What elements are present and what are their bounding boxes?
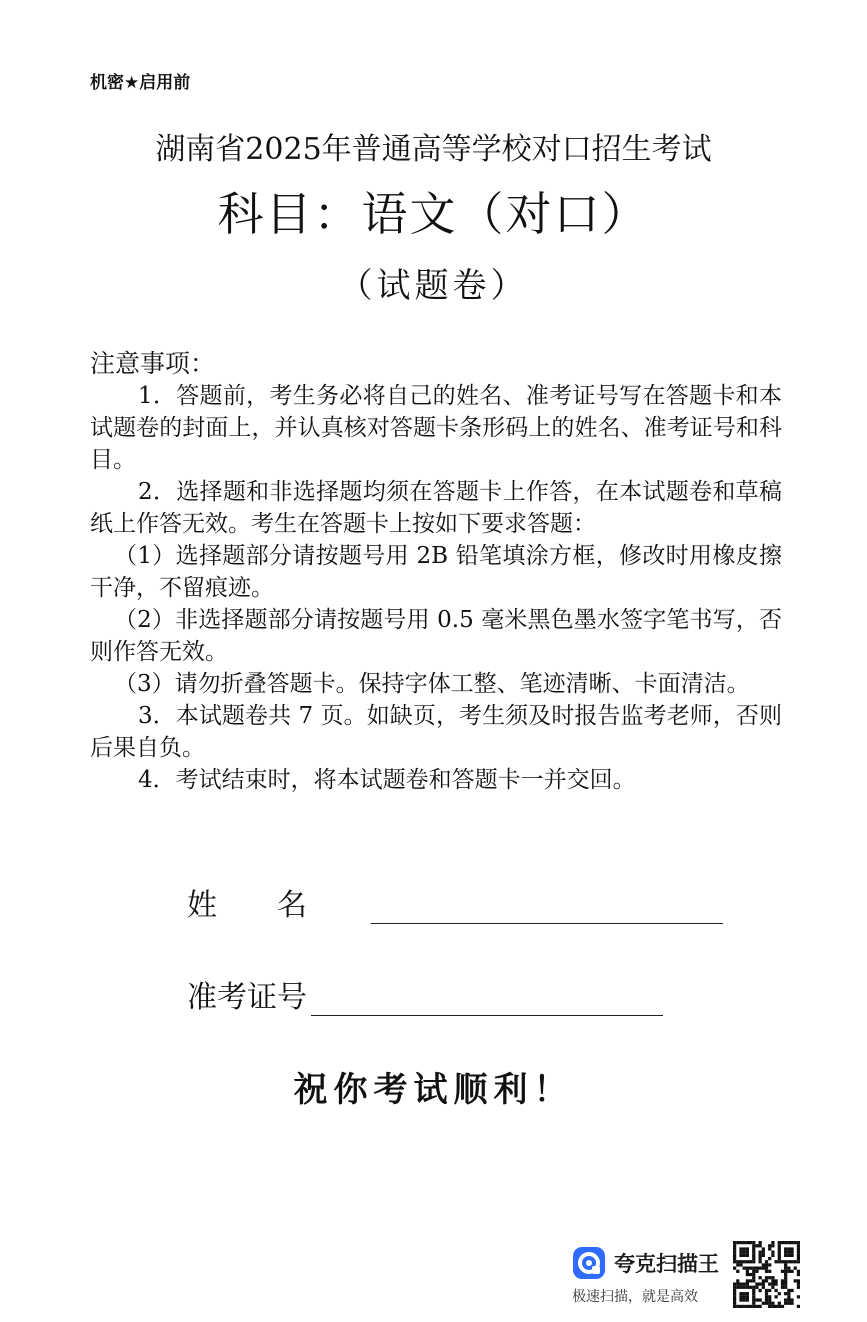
- good-luck-message: 祝你考试顺利！: [293, 1070, 574, 1110]
- watermark-brand: 夸克扫描王: [614, 1252, 719, 1276]
- instruction-item: 3．本试题卷共 7 页。如缺页，考生须及时报告监考老师，否则后果自负。: [90, 703, 782, 761]
- qr-code-icon: [733, 1241, 800, 1308]
- exam-title: 湖南省2025年普通高等学校对口招生考试: [155, 132, 712, 167]
- notice-heading: 注意事项：: [90, 349, 216, 378]
- name-blank-line[interactable]: [371, 889, 723, 924]
- instruction-subitem: （2）非选择题部分请按题号用 0.5 毫米黑色墨水签字笔书写，否则作答无效。: [90, 607, 782, 665]
- exam-id-label: 准考证号: [187, 980, 307, 1015]
- instruction-item: 1．答题前，考生务必将自己的姓名、准考证号写在答题卡和本试题卷的封面上，并认真核对答题卡条形码上的姓名、准考证号和科目。: [90, 383, 782, 473]
- instruction-item: 2．选择题和非选择题均须在答题卡上作答，在本试题卷和草稿纸上作答无效。考生在答题卡上按如下要求答题：: [90, 479, 782, 537]
- confidential-mark: 机密★启用前: [90, 73, 191, 93]
- watermark-slogan: 极速扫描，就是高效: [572, 1289, 698, 1305]
- name-field-row: [187, 880, 723, 924]
- subject-title: 科目：语文（对口）: [217, 187, 650, 241]
- exam-id-field-row: [187, 972, 663, 1016]
- instruction-subitem: （1）选择题部分请按题号用 2B 铅笔填涂方框，修改时用橡皮擦干净，不留痕迹。: [90, 543, 782, 601]
- instruction-subitem: （3）请勿折叠答题卡。保持字体工整、笔迹清晰、卡面清洁。: [114, 671, 750, 697]
- name-label: 姓名: [187, 888, 367, 923]
- quark-logo-icon: [572, 1246, 606, 1280]
- instruction-item: 4．考试结束时，将本试题卷和答题卡一并交回。: [138, 767, 636, 793]
- exam-id-blank-line[interactable]: [311, 981, 663, 1016]
- instructions-list: [90, 380, 782, 796]
- paper-type: （试题卷）: [338, 266, 529, 306]
